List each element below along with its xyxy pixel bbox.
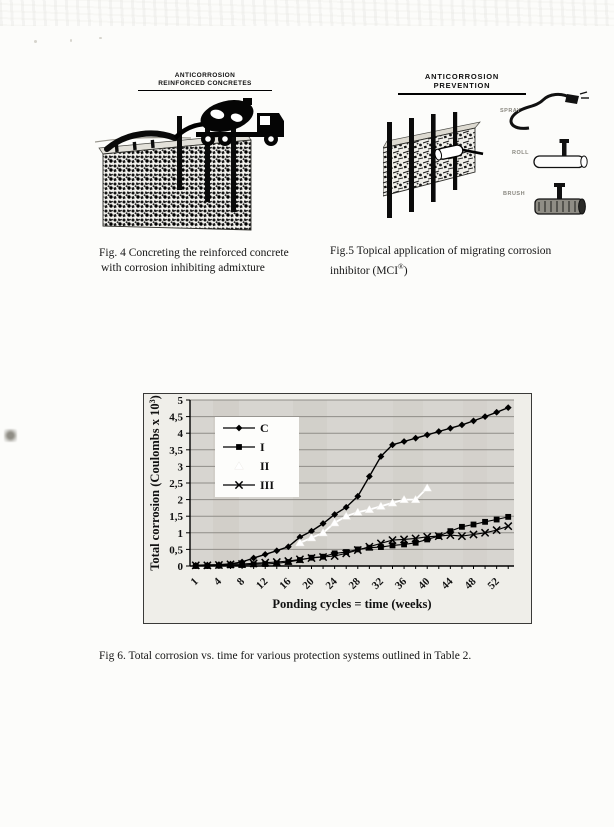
svg-text:I: I: [260, 440, 265, 454]
scan-noise-artifact: [0, 0, 614, 26]
svg-text:16: 16: [277, 575, 294, 592]
fig5-caption-line2-close: ): [403, 264, 408, 277]
fig4-caption-line2: with corrosion inhibiting admixture: [101, 262, 265, 274]
mixer-truck-icon: [175, 95, 284, 146]
svg-text:1: 1: [188, 575, 201, 589]
svg-text:52: 52: [485, 575, 502, 592]
svg-text:5: 5: [177, 395, 183, 407]
svg-text:Ponding cycles = time (weeks): Ponding cycles = time (weeks): [272, 597, 432, 611]
fig4-heading-line1: ANTICORROSION: [174, 72, 236, 79]
brush-icon: [535, 183, 585, 214]
svg-text:20: 20: [300, 575, 317, 592]
svg-text:28: 28: [346, 575, 363, 592]
svg-text:4: 4: [211, 575, 225, 589]
roll-icon: [534, 139, 587, 168]
scan-artifact: [99, 37, 102, 39]
svg-text:3: 3: [177, 461, 183, 474]
fig4-illustration-heading: [138, 72, 272, 91]
svg-text:2,5: 2,5: [169, 478, 183, 490]
svg-text:Total corrosion (Coulombs x 10: Total corrosion (Coulombs x $10^3$): [148, 395, 162, 571]
fig4-concreting-illustration: [95, 92, 305, 237]
svg-text:8: 8: [234, 575, 248, 589]
svg-text:4,5: 4,5: [169, 411, 183, 424]
svg-text:3,5: 3,5: [169, 444, 183, 457]
scan-artifact: [4, 429, 17, 442]
svg-text:III: III: [260, 478, 275, 492]
fig4-caption-line1: Fig. 4 Concreting the reinforced concrete: [99, 247, 289, 259]
svg-text:48: 48: [462, 575, 479, 592]
roll-label: ROLL: [512, 150, 529, 156]
fig4-heading-line2: REINFORCED CONCRETES: [158, 80, 252, 88]
spray-icon: [511, 92, 589, 128]
fig5-caption-line1: Fig.5 Topical application of migrating corrosion: [330, 245, 552, 257]
svg-text:C: C: [260, 421, 269, 435]
fig5-caption-line2-text: inhibitor (MCI: [330, 264, 399, 277]
fig5-caption-line2: [330, 259, 585, 279]
svg-text:0,5: 0,5: [169, 544, 183, 557]
fig5-application-illustration: [383, 90, 593, 240]
corrosion-line-chart: [143, 393, 532, 624]
svg-text:II: II: [260, 459, 270, 473]
svg-text:4: 4: [177, 428, 183, 441]
svg-text:24: 24: [323, 575, 340, 592]
scan-artifact: [34, 40, 37, 43]
svg-text:12: 12: [254, 575, 271, 592]
scan-artifact: [70, 39, 72, 42]
brush-label: BRUSH: [503, 191, 526, 197]
svg-text:44: 44: [439, 575, 456, 592]
registered-trademark-symbol: ®: [398, 262, 404, 271]
svg-text:1,5: 1,5: [169, 511, 183, 524]
fig4-caption: [99, 246, 349, 276]
svg-text:0: 0: [177, 561, 183, 573]
fig5-caption: [330, 244, 585, 279]
svg-text:40: 40: [416, 575, 433, 592]
svg-text:1: 1: [177, 527, 183, 540]
svg-text:2: 2: [177, 494, 183, 507]
fig6-caption: Fig 6. Total corrosion vs. time for various protection systems outlined in Table 2.: [99, 650, 472, 662]
fig5-heading-line1: ANTICORROSION: [424, 72, 500, 81]
spray-label: SPRAY: [500, 108, 521, 114]
reinforced-beam: [383, 112, 483, 218]
fig6-chart: [143, 393, 532, 624]
fig5-heading-line2: PREVENTION: [433, 81, 491, 91]
svg-text:36: 36: [392, 575, 410, 592]
svg-text:32: 32: [369, 575, 387, 592]
